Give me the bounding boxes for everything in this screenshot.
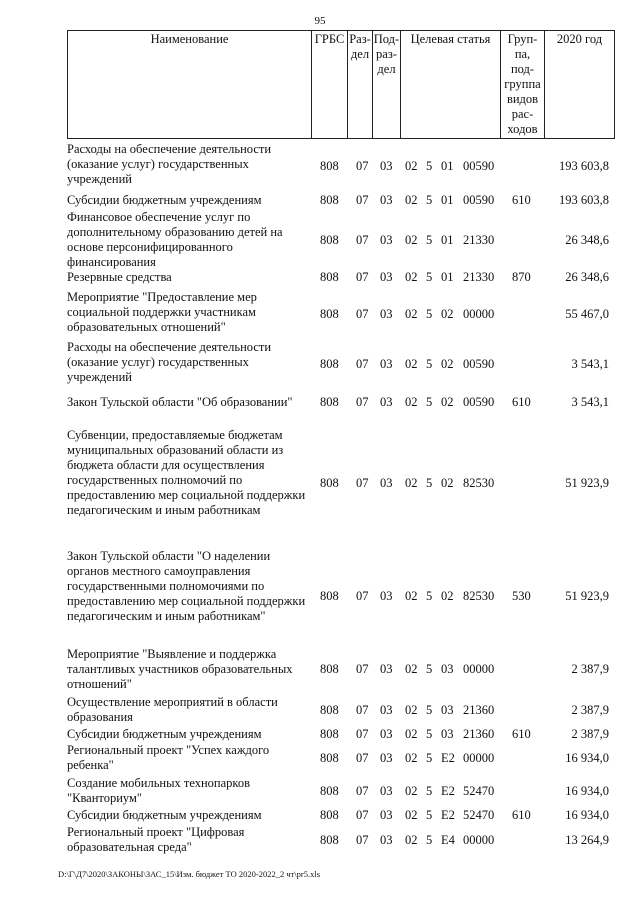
row-code-t3: 02 (441, 307, 454, 321)
row-code-t4: 21360 (463, 727, 495, 741)
row-code-t3: 02 (441, 589, 454, 603)
row-code-vr: 610 (512, 193, 531, 207)
row-code-grbs: 808 (320, 270, 339, 284)
row-name: Закон Тульской области "О наделении органов местного самоуправления государственными полномочиями по предоставлению мер социальной поддержки педагогическим и иным работникам" (67, 549, 306, 623)
row-code-rz: 07 (356, 727, 369, 741)
row-code-t1: 02 (405, 476, 418, 490)
row-amount: 51 923,9 (565, 476, 609, 490)
row-code-t4: 00000 (463, 833, 495, 847)
row-code-t1: 02 (405, 307, 418, 321)
row-amount: 3 543,1 (571, 357, 609, 371)
row-amount: 16 934,0 (565, 751, 609, 765)
row-code-pr: 03 (380, 589, 393, 603)
row-code-t1: 02 (405, 727, 418, 741)
row-code-t2: 5 (426, 703, 433, 717)
row-code-rz: 07 (356, 395, 369, 409)
row-code-t2: 5 (426, 662, 433, 676)
row-code-rz: 07 (356, 159, 369, 173)
row-code-t4: 00000 (463, 307, 495, 321)
row-code-pr: 03 (380, 727, 393, 741)
row-code-t4: 52470 (463, 784, 495, 798)
table-row (67, 825, 615, 855)
row-code-t2: 5 (426, 589, 433, 603)
row-code-grbs: 808 (320, 159, 339, 173)
table-row (67, 395, 615, 410)
row-name: Мероприятие "Выявление и поддержка талантливых участников образовательных отношений" (67, 647, 293, 691)
row-code-vr: 610 (512, 395, 531, 409)
row-code-pr: 03 (380, 159, 393, 173)
row-code-rz: 07 (356, 270, 369, 284)
row-code-t4: 52470 (463, 808, 495, 822)
table-row (67, 428, 615, 538)
table-row (67, 290, 615, 338)
row-code-t3: 01 (441, 233, 454, 247)
row-code-t3: E4 (441, 833, 455, 847)
row-code-rz: 07 (356, 833, 369, 847)
row-code-t1: 02 (405, 662, 418, 676)
row-code-t2: 5 (426, 193, 433, 207)
row-code-t3: 03 (441, 662, 454, 676)
row-code-t3: 01 (441, 159, 454, 173)
row-code-rz: 07 (356, 357, 369, 371)
row-code-t1: 02 (405, 703, 418, 717)
row-name: Финансовое обеспечение услуг по дополнительному образованию детей на основе персонифицированного финансирования (67, 210, 283, 269)
row-code-rz: 07 (356, 193, 369, 207)
row-code-grbs: 808 (320, 589, 339, 603)
row-name: Создание мобильных технопарков "Кванториум" (67, 776, 250, 805)
row-code-t2: 5 (426, 307, 433, 321)
row-code-t3: 03 (441, 727, 454, 741)
row-code-rz: 07 (356, 476, 369, 490)
row-code-t1: 02 (405, 784, 418, 798)
row-amount: 193 603,8 (559, 159, 609, 173)
header-frame (67, 30, 615, 139)
row-code-vr: 610 (512, 727, 531, 741)
table-row (67, 340, 615, 388)
row-code-t2: 5 (426, 270, 433, 284)
row-amount: 51 923,9 (565, 589, 609, 603)
row-code-t3: E2 (441, 751, 455, 765)
row-amount: 13 264,9 (565, 833, 609, 847)
row-code-pr: 03 (380, 751, 393, 765)
row-code-grbs: 808 (320, 476, 339, 490)
row-code-pr: 03 (380, 233, 393, 247)
row-name: Региональный проект "Цифровая образовательная среда" (67, 825, 245, 854)
row-code-t2: 5 (426, 833, 433, 847)
row-name: Субсидии бюджетным учреждениям (67, 193, 262, 207)
row-code-t1: 02 (405, 270, 418, 284)
row-code-t4: 00590 (463, 395, 495, 409)
row-code-t1: 02 (405, 159, 418, 173)
row-code-t3: 01 (441, 193, 454, 207)
row-code-t4: 00590 (463, 193, 495, 207)
row-code-t1: 02 (405, 233, 418, 247)
row-code-t2: 5 (426, 233, 433, 247)
row-amount: 2 387,9 (571, 662, 609, 676)
table-row (67, 647, 615, 692)
row-code-t2: 5 (426, 159, 433, 173)
row-code-grbs: 808 (320, 193, 339, 207)
row-name: Закон Тульской области "Об образовании" (67, 395, 293, 409)
row-code-rz: 07 (356, 589, 369, 603)
row-name: Субсидии бюджетным учреждениям (67, 727, 262, 741)
row-code-grbs: 808 (320, 357, 339, 371)
row-code-pr: 03 (380, 808, 393, 822)
row-code-rz: 07 (356, 233, 369, 247)
row-code-t3: 01 (441, 270, 454, 284)
row-code-pr: 03 (380, 357, 393, 371)
row-code-t2: 5 (426, 476, 433, 490)
row-amount: 16 934,0 (565, 808, 609, 822)
table-row (67, 210, 615, 270)
row-name: Субвенции, предоставляемые бюджетам муниципальных образований области из бюджета области для осуществления государственных полномочий по предоставлению мер социальной поддержки педагогическим и иным работникам (67, 428, 306, 517)
header-name: Наименование (67, 30, 311, 138)
row-code-t1: 02 (405, 357, 418, 371)
row-name: Региональный проект "Успех каждого ребенка" (67, 743, 270, 772)
row-code-t2: 5 (426, 357, 433, 371)
header-podrazdel: Под- раз- дел (372, 30, 400, 138)
row-code-rz: 07 (356, 784, 369, 798)
row-code-t4: 00590 (463, 357, 495, 371)
row-amount: 3 543,1 (571, 395, 609, 409)
header-year: 2020 год (544, 30, 615, 138)
row-code-pr: 03 (380, 270, 393, 284)
row-name: Расходы на обеспечение деятельности (оказание услуг) государственных учреждений (67, 142, 272, 186)
row-code-t4: 00590 (463, 159, 495, 173)
header-razdel: Раз- дел (347, 30, 372, 138)
row-code-t4: 21330 (463, 270, 495, 284)
row-amount: 26 348,6 (565, 270, 609, 284)
row-code-t1: 02 (405, 589, 418, 603)
row-code-t2: 5 (426, 727, 433, 741)
row-amount: 2 387,9 (571, 727, 609, 741)
row-code-t2: 5 (426, 751, 433, 765)
row-name: Субсидии бюджетным учреждениям (67, 808, 262, 822)
row-code-pr: 03 (380, 307, 393, 321)
row-code-t1: 02 (405, 808, 418, 822)
row-code-t3: 02 (441, 476, 454, 490)
table-row (67, 142, 615, 190)
row-code-t3: 02 (441, 395, 454, 409)
row-code-rz: 07 (356, 662, 369, 676)
row-code-t4: 82530 (463, 476, 495, 490)
row-name: Расходы на обеспечение деятельности (оказание услуг) государственных учреждений (67, 340, 272, 384)
file-path-footer: D:\Г\Д7\2020\ЗАКОНЫ\ЗАС_15\Изм. бюджет ТО 2020-2022_2 чт\pr5.xls (58, 869, 321, 879)
row-code-t2: 5 (426, 784, 433, 798)
row-name: Резервные средства (67, 270, 172, 284)
row-amount: 55 467,0 (565, 307, 609, 321)
row-code-rz: 07 (356, 751, 369, 765)
row-code-grbs: 808 (320, 662, 339, 676)
row-name: Мероприятие "Предоставление мер социальной поддержки участникам образовательных отношений" (67, 290, 257, 334)
row-code-pr: 03 (380, 784, 393, 798)
row-code-vr: 610 (512, 808, 531, 822)
row-code-pr: 03 (380, 395, 393, 409)
row-code-pr: 03 (380, 833, 393, 847)
table-row (67, 270, 615, 285)
row-code-t1: 02 (405, 751, 418, 765)
row-code-t4: 21330 (463, 233, 495, 247)
row-code-t1: 02 (405, 193, 418, 207)
row-code-t4: 00000 (463, 662, 495, 676)
header-grbs: ГРБС (311, 30, 347, 138)
row-amount: 16 934,0 (565, 784, 609, 798)
row-code-grbs: 808 (320, 784, 339, 798)
row-code-t3: 02 (441, 357, 454, 371)
row-code-t2: 5 (426, 808, 433, 822)
row-code-grbs: 808 (320, 751, 339, 765)
row-code-t4: 00000 (463, 751, 495, 765)
row-code-pr: 03 (380, 193, 393, 207)
row-code-grbs: 808 (320, 703, 339, 717)
row-code-pr: 03 (380, 703, 393, 717)
row-code-rz: 07 (356, 703, 369, 717)
row-code-t1: 02 (405, 395, 418, 409)
row-code-t1: 02 (405, 833, 418, 847)
row-code-grbs: 808 (320, 808, 339, 822)
row-code-t3: E2 (441, 784, 455, 798)
table-row (67, 193, 615, 208)
row-code-pr: 03 (380, 476, 393, 490)
row-code-grbs: 808 (320, 307, 339, 321)
row-code-grbs: 808 (320, 833, 339, 847)
row-code-grbs: 808 (320, 727, 339, 741)
row-amount: 193 603,8 (559, 193, 609, 207)
page-number: 95 (314, 15, 326, 27)
row-name: Осуществление мероприятий в области образования (67, 695, 278, 724)
row-code-t3: 03 (441, 703, 454, 717)
row-amount: 26 348,6 (565, 233, 609, 247)
row-code-rz: 07 (356, 808, 369, 822)
row-code-rz: 07 (356, 307, 369, 321)
header-group: Груп- па, под- группа видов рас- ходов (500, 30, 544, 138)
row-amount: 2 387,9 (571, 703, 609, 717)
row-code-grbs: 808 (320, 395, 339, 409)
header-target: Целевая статья (400, 30, 500, 138)
table-row (67, 549, 615, 644)
row-code-vr: 870 (512, 270, 531, 284)
table-row (67, 695, 615, 725)
row-code-t2: 5 (426, 395, 433, 409)
table-row (67, 743, 615, 773)
row-code-t4: 21360 (463, 703, 495, 717)
row-code-t3: E2 (441, 808, 455, 822)
row-code-pr: 03 (380, 662, 393, 676)
table-row (67, 727, 615, 742)
row-code-grbs: 808 (320, 233, 339, 247)
table-row (67, 808, 615, 823)
row-code-vr: 530 (512, 589, 531, 603)
table-row (67, 776, 615, 806)
row-code-t4: 82530 (463, 589, 495, 603)
